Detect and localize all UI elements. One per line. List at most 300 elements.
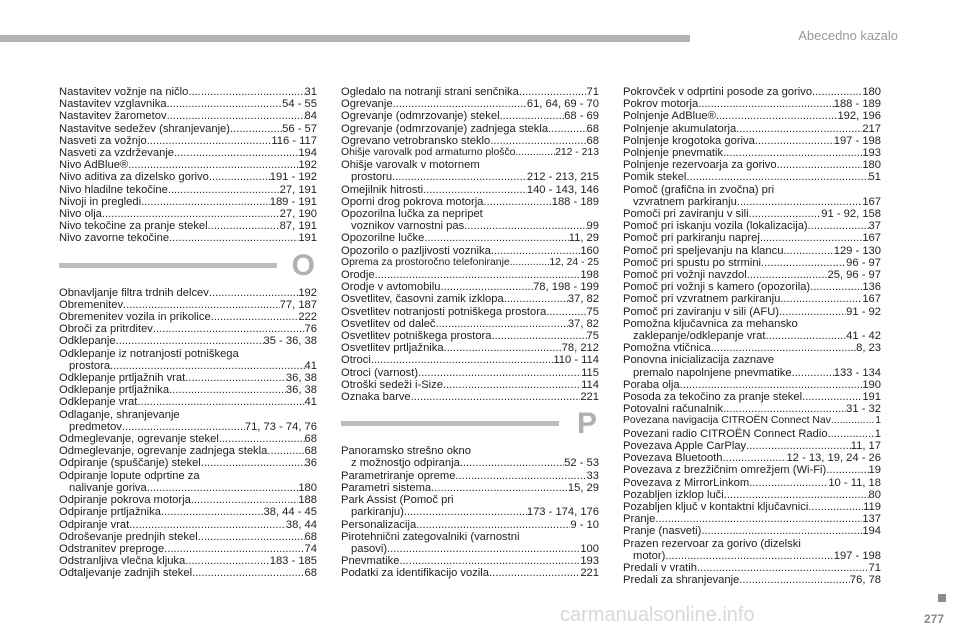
dot-leader	[519, 86, 587, 98]
dot-leader	[219, 433, 305, 445]
dot-leader	[375, 269, 581, 281]
index-entry	[59, 335, 317, 347]
page-ref: 96 - 97	[846, 256, 881, 269]
section-header-p	[341, 407, 599, 443]
entry-title: Pranje (nasveti)	[623, 525, 702, 538]
page-ref: 87, 191	[279, 220, 317, 233]
index-entry	[59, 159, 317, 171]
index-entry	[341, 445, 599, 469]
index-entry	[59, 555, 317, 567]
index-entry	[623, 342, 881, 354]
page-ref: 188 - 189	[833, 98, 881, 111]
page-ref: 189 - 191	[269, 195, 317, 208]
page-ref: 1	[875, 415, 881, 427]
index-entry	[59, 171, 317, 183]
dot-leader	[723, 452, 787, 464]
entry-title: nalivanje goriva	[69, 481, 147, 494]
index-entry	[59, 409, 317, 433]
entry-title: parkiranju)	[351, 506, 404, 519]
index-entry	[59, 98, 317, 110]
entry-title: Ohišje varovalk pod armaturno ploščo	[341, 147, 516, 159]
dot-leader	[168, 184, 280, 196]
entry-title-line: Odpiranje lopute odprtine za	[59, 469, 200, 482]
page-ref: 136	[862, 281, 881, 294]
page-ref: 68	[304, 567, 317, 580]
page-ref: 68	[586, 134, 599, 147]
index-entry	[623, 306, 881, 318]
page-ref: 37, 82	[567, 317, 599, 330]
section-letter: P	[576, 407, 597, 441]
entry-title: Osvetlitev notranjosti potniškega prostora	[341, 305, 547, 318]
page-ref: 191 - 192	[269, 171, 317, 184]
dot-leader	[169, 232, 298, 244]
page-ref: 19	[868, 464, 881, 477]
entry-title: Polnjenje akumulatorja	[623, 122, 737, 135]
index-entry	[341, 135, 599, 147]
page-ref: 68	[586, 122, 599, 135]
entry-title: Odklepanje	[59, 335, 116, 348]
page-ref: 198	[580, 269, 599, 282]
index-entry	[59, 348, 317, 372]
page-ref: 129 - 130	[833, 244, 881, 257]
entry-title: Osvetlitev od daleč	[341, 317, 436, 330]
entry-title: Otroci	[341, 354, 371, 367]
page-ref: 197 - 198	[833, 549, 881, 562]
page-ref: 167	[862, 293, 881, 306]
index-column-3	[623, 86, 881, 586]
page-ref: 194	[862, 525, 881, 538]
page-ref: 11, 17	[850, 439, 881, 452]
index-entry	[59, 531, 317, 543]
entry-title: Odklepanje prtljažnika	[59, 384, 170, 397]
page-ref: 35 - 36, 38	[263, 335, 317, 348]
index-entry	[59, 506, 317, 518]
page-ref: 221	[580, 391, 599, 404]
entry-title: Osvetlitev prtljažnika	[341, 342, 444, 355]
dot-leader	[810, 281, 862, 293]
page-ref: 52 - 53	[564, 457, 599, 470]
entry-title-line: Odklepanje iz notranjosti potniškega	[59, 347, 239, 360]
index-entry	[341, 494, 599, 518]
page-ref: 75	[586, 330, 599, 343]
page-ref: 194	[298, 147, 317, 160]
entry-title: Odroševanje prednjih stekel	[59, 530, 198, 543]
dot-leader	[167, 110, 305, 122]
page-ref: 78, 212	[561, 342, 599, 355]
index-entry	[59, 384, 317, 396]
entry-title: Pomoči pri zaviranju v sili	[623, 208, 749, 221]
dot-leader	[761, 257, 846, 269]
page-ref: 76, 78	[849, 574, 881, 587]
entry-title: Povezana navigacija CITROËN Connect Nav	[623, 415, 831, 427]
entry-title: Odmeglevanje, ogrevanje zadnjega stekla	[59, 445, 268, 458]
page-ref: 51	[868, 171, 881, 184]
dot-leader	[736, 123, 862, 135]
dot-leader	[724, 489, 869, 501]
index-entry	[623, 257, 881, 269]
page-ref: 140 - 143, 146	[526, 183, 599, 196]
dot-leader	[167, 98, 283, 110]
dot-leader	[546, 306, 586, 318]
entry-title: premalo napolnjene pnevmatike	[633, 366, 792, 379]
page-ref: 41	[304, 359, 317, 372]
dot-leader	[500, 110, 565, 122]
index-entry	[59, 287, 317, 299]
dot-leader	[122, 421, 245, 433]
page-ref: 192	[298, 159, 317, 172]
dot-leader	[808, 501, 863, 513]
page-ref: 71	[586, 86, 599, 98]
entry-title: Ogrevanje (odmrzovanje) zadnjega stekla	[341, 122, 549, 135]
page-ref: 68	[304, 530, 317, 543]
dot-leader	[504, 293, 568, 305]
entry-title: Nivo olja	[59, 208, 102, 221]
dot-leader	[460, 457, 564, 469]
index-entry	[59, 110, 317, 122]
entry-title-line: Prazen rezervoar za gorivo (dizelski	[623, 537, 801, 550]
index-entry	[341, 354, 599, 366]
dot-leader	[209, 287, 298, 299]
entry-title: Odklepanje prtljažnih vrat	[59, 372, 186, 385]
page-ref: 37, 82	[567, 293, 599, 306]
entry-title: Obnavljanje filtra trdnih delcev	[59, 286, 209, 299]
page-ref: 61, 64, 69 - 70	[526, 98, 599, 111]
page-ref: 75	[586, 305, 599, 318]
page-ref: 180	[862, 86, 881, 98]
dot-leader	[208, 220, 280, 232]
index-entry	[59, 123, 317, 135]
index-entry	[341, 293, 599, 305]
entry-title: Nasveti za vzdrževanje	[59, 147, 175, 160]
page-ref: 197 - 198	[833, 134, 881, 147]
entry-title: Odklepanje vrat	[59, 396, 138, 409]
page-ref: 212 - 213, 215	[526, 171, 599, 184]
entry-title: Nivo aditiva za dizelsko gorivo	[59, 171, 209, 184]
entry-title: Poraba olja	[623, 378, 680, 391]
page-ref: 27, 190	[279, 208, 317, 221]
dot-leader	[387, 543, 580, 555]
dot-leader	[747, 269, 828, 281]
dot-leader	[424, 232, 568, 244]
section-divider	[341, 421, 559, 426]
page-ref: 110 - 114	[553, 354, 599, 367]
entry-title: Nivo AdBlue®	[59, 159, 129, 172]
entry-title: Orodje	[341, 269, 375, 282]
dot-leader	[492, 330, 587, 342]
index-entry	[341, 306, 599, 318]
page-ref: 31	[304, 86, 317, 98]
dot-leader	[188, 86, 304, 98]
page-ref: 180	[862, 159, 881, 172]
page-ref: 9 - 10	[570, 518, 599, 531]
page-ref: 188	[298, 494, 317, 507]
entry-title: Orodje v avtomobilu	[341, 281, 441, 294]
page-ref: 11, 29	[568, 232, 599, 245]
dot-leader	[808, 220, 869, 232]
dot-leader	[779, 306, 846, 318]
index-entry	[623, 208, 881, 220]
entry-title: Obroči za pritrditev	[59, 323, 153, 336]
entry-title: Odpiranje prtljažnika	[59, 506, 161, 519]
entries-p-cont	[623, 86, 881, 586]
dot-leader	[431, 482, 568, 494]
entry-title: voznikov varnostni pas	[351, 220, 465, 233]
entry-title: Potovalni računalnik	[623, 403, 724, 416]
page-ref: 38, 44 - 45	[263, 506, 317, 519]
index-entry	[623, 135, 881, 147]
page-ref: 68	[304, 433, 317, 446]
page-ref: 91 - 92	[846, 305, 881, 318]
index-column-2	[341, 86, 599, 580]
entry-title: Pozabljen ključ v kontaktni ključavnici	[623, 500, 809, 513]
entry-title: Parametri sistema	[341, 481, 432, 494]
page-ref: 183 - 185	[269, 555, 317, 568]
entry-title: Ogledalo na notranji strani senčnika	[341, 86, 519, 98]
index-entry	[623, 281, 881, 293]
dot-leader	[116, 335, 264, 347]
index-entry	[623, 428, 881, 440]
page-ref: 191	[862, 391, 881, 404]
index-entry	[623, 159, 881, 171]
index-entry	[623, 415, 881, 427]
page-ref: 188 - 189	[551, 195, 599, 208]
index-entry	[59, 184, 317, 196]
entry-title: Pokrovček v odprtini posode za gorivo	[623, 86, 813, 98]
page-ref: 74	[304, 542, 317, 555]
entry-title-line: Pomoč (grafična in zvočna) pri	[623, 183, 775, 196]
section-title: Abecedno kazalo	[798, 28, 898, 43]
index-entry	[623, 538, 881, 562]
entry-title: Nivo zavorne tekočine	[59, 232, 170, 245]
index-entry	[59, 470, 317, 494]
index-entry	[341, 159, 599, 183]
index-entry	[341, 281, 599, 293]
page-ref: 12, 24 - 25	[549, 256, 599, 268]
index-entry	[623, 86, 881, 98]
dot-leader	[110, 360, 305, 372]
index-entry	[341, 184, 599, 196]
index-entry	[341, 367, 599, 379]
page-ref: 217	[862, 122, 881, 135]
entry-title: Pomik stekel	[623, 171, 687, 184]
page-ref: 84	[304, 110, 317, 123]
dot-leader	[164, 543, 304, 555]
index-entry	[59, 135, 317, 147]
entry-title-line: Opozorilna lučka za nepripet	[341, 208, 483, 221]
entry-title: Pomoč pri vožnji s kamero (opozorila)	[623, 281, 811, 294]
dot-leader	[723, 403, 846, 415]
dot-leader	[455, 470, 586, 482]
page-ref: 222	[298, 311, 317, 324]
index-entry	[341, 196, 599, 208]
entry-title: Pokrov motorja	[623, 98, 699, 111]
entry-title: Parametriranje opreme	[341, 469, 456, 482]
index-entry	[623, 318, 881, 342]
index-entry	[341, 391, 599, 403]
index-entry	[341, 208, 599, 232]
dot-leader	[161, 506, 264, 518]
entry-title: Odpiranje vrat	[59, 518, 130, 531]
entry-title: Pomoč pri zaviranju v sili (AFU)	[623, 305, 780, 318]
page-ref: 137	[862, 513, 881, 526]
dot-leader	[655, 513, 862, 525]
entry-title: Otroci (varnost)	[341, 366, 419, 379]
dot-leader	[147, 135, 272, 147]
index-entry	[623, 269, 881, 281]
dot-leader	[802, 391, 862, 403]
page-ref: 114	[581, 378, 599, 391]
entry-title-line: Ponovna inicializacija zaznave	[623, 354, 775, 367]
page-ref: 27, 191	[279, 183, 317, 196]
page-ref: 193	[862, 147, 881, 160]
entry-title-line: Park Assist (Pomoč pri	[341, 494, 454, 507]
page-ref: 41	[304, 396, 317, 409]
entry-title: Predali v vratih	[623, 561, 697, 574]
index-entry	[59, 147, 317, 159]
dot-leader	[418, 367, 581, 379]
entry-title-line: Pirotehnični zategovalniki (varnostni	[341, 530, 520, 543]
page-ref: 36	[304, 457, 317, 470]
index-entry	[341, 470, 599, 482]
dot-leader	[147, 482, 299, 494]
entry-title: Pomoč pri parkiranju naprej	[623, 232, 760, 245]
page-ref: 71, 73 - 74, 76	[244, 420, 317, 433]
index-entry	[623, 464, 881, 476]
dot-leader	[399, 555, 580, 567]
index-entry	[59, 433, 317, 445]
index-entry	[341, 257, 599, 269]
index-entry	[623, 452, 881, 464]
page-ref: 38, 44	[285, 518, 317, 531]
index-entry	[623, 98, 881, 110]
dot-leader	[137, 396, 304, 408]
index-column-1	[59, 86, 317, 580]
dot-leader	[185, 555, 269, 567]
dot-leader	[443, 379, 581, 391]
entry-title: Povezava z brezžičnim omrežjem (Wi-Fi)	[623, 464, 827, 477]
dot-leader	[411, 391, 581, 403]
entry-title: Personalizacija	[341, 518, 417, 531]
dot-leader	[826, 464, 868, 476]
dot-leader	[780, 293, 862, 305]
entry-title: Pomoč pri iskanju vozila (lokalizacija)	[623, 220, 808, 233]
page-ref: 41 - 42	[846, 330, 881, 343]
index-entry	[59, 323, 317, 335]
entry-title: Nastavitev vzglavnika	[59, 98, 167, 111]
index-entry	[341, 123, 599, 135]
index-entry	[59, 543, 317, 555]
index-entry	[59, 196, 317, 208]
page-ref: 71	[868, 561, 881, 574]
page-ref: 77, 187	[279, 298, 317, 311]
page-ref: 80	[868, 488, 881, 501]
dot-leader	[489, 567, 580, 579]
dot-leader	[371, 354, 554, 366]
dot-leader	[198, 531, 305, 543]
index-entry	[341, 555, 599, 567]
dot-leader	[739, 574, 850, 586]
index-entry	[341, 269, 599, 281]
dot-leader	[737, 196, 862, 208]
entry-title: Povezava z MirrorLinkom	[623, 476, 750, 489]
page-ref: 167	[862, 232, 881, 245]
dot-leader	[716, 110, 838, 122]
dot-leader	[201, 457, 305, 469]
entry-title: Nasveti za vožnjo	[59, 134, 147, 147]
page-ref: 33	[586, 469, 599, 482]
dot-leader	[174, 147, 298, 159]
dot-leader	[765, 330, 846, 342]
entry-title: Oznaka barve	[341, 391, 411, 404]
dot-leader	[169, 384, 286, 396]
dot-leader	[548, 123, 586, 135]
entry-title: Pomožna vtičnica	[623, 342, 711, 355]
dot-leader	[441, 281, 534, 293]
dot-leader	[416, 519, 570, 531]
entry-title: Pnevmatike	[341, 555, 400, 568]
index-entry	[623, 184, 881, 208]
dot-leader	[760, 232, 863, 244]
entry-title-line: Panoramsko strešno okno	[341, 445, 471, 458]
dot-leader	[828, 428, 875, 440]
entries-p	[341, 445, 599, 579]
page-ref: 193	[580, 555, 599, 568]
dot-leader	[192, 567, 304, 579]
section-header-o	[59, 249, 317, 285]
index-entry	[341, 147, 599, 159]
entry-title: Podatki za identifikacijo vozila	[341, 567, 489, 580]
dot-leader	[746, 440, 851, 452]
page-ref: 173 - 174, 176	[526, 506, 599, 519]
index-entry	[623, 525, 881, 537]
page-ref: 54 - 55	[282, 98, 317, 111]
entry-title: Otroški sedeži i-Size	[341, 378, 443, 391]
entry-title-line: Odlaganje, shranjevanje	[59, 408, 180, 421]
index-entry	[623, 293, 881, 305]
page-ref: 31 - 32	[846, 403, 881, 416]
dot-leader	[490, 135, 586, 147]
index-entry	[623, 501, 881, 513]
dot-leader	[209, 171, 270, 183]
index-entry	[623, 245, 881, 257]
index-entry	[59, 220, 317, 232]
page-ref: 36, 38	[285, 372, 317, 385]
page-ref: 56 - 57	[282, 122, 317, 135]
entry-title: Odmeglevanje, ogrevanje stekel	[59, 433, 219, 446]
index-entry	[623, 440, 881, 452]
entry-title: Nivoji in pregledi	[59, 195, 142, 208]
page-ref: 78, 198 - 199	[533, 281, 599, 294]
entry-title: Nivo hladilne tekočine	[59, 183, 168, 196]
dot-leader	[711, 342, 856, 354]
entry-title: Predali za shranjevanje	[623, 574, 740, 587]
index-entry	[59, 232, 317, 244]
entry-title: Obremenitev	[59, 298, 124, 311]
dot-leader	[404, 506, 527, 518]
entry-title: Nastavitev vožnje na ničlo	[59, 86, 189, 98]
index-entry	[623, 513, 881, 525]
dot-leader	[436, 318, 568, 330]
page-ref: 191	[298, 232, 317, 245]
entry-title: Pomoč pri spustu po strmini	[623, 256, 762, 269]
dot-leader	[128, 159, 298, 171]
entry-title: Polnjenje AdBlue®	[623, 110, 716, 123]
dot-leader	[211, 311, 299, 323]
entry-title: zaklepanje/odklepanje vrat	[633, 330, 766, 343]
entries-n	[59, 86, 317, 245]
entry-title: Posoda za tekočino za pranje stekel	[623, 391, 803, 404]
dot-leader	[792, 367, 834, 379]
